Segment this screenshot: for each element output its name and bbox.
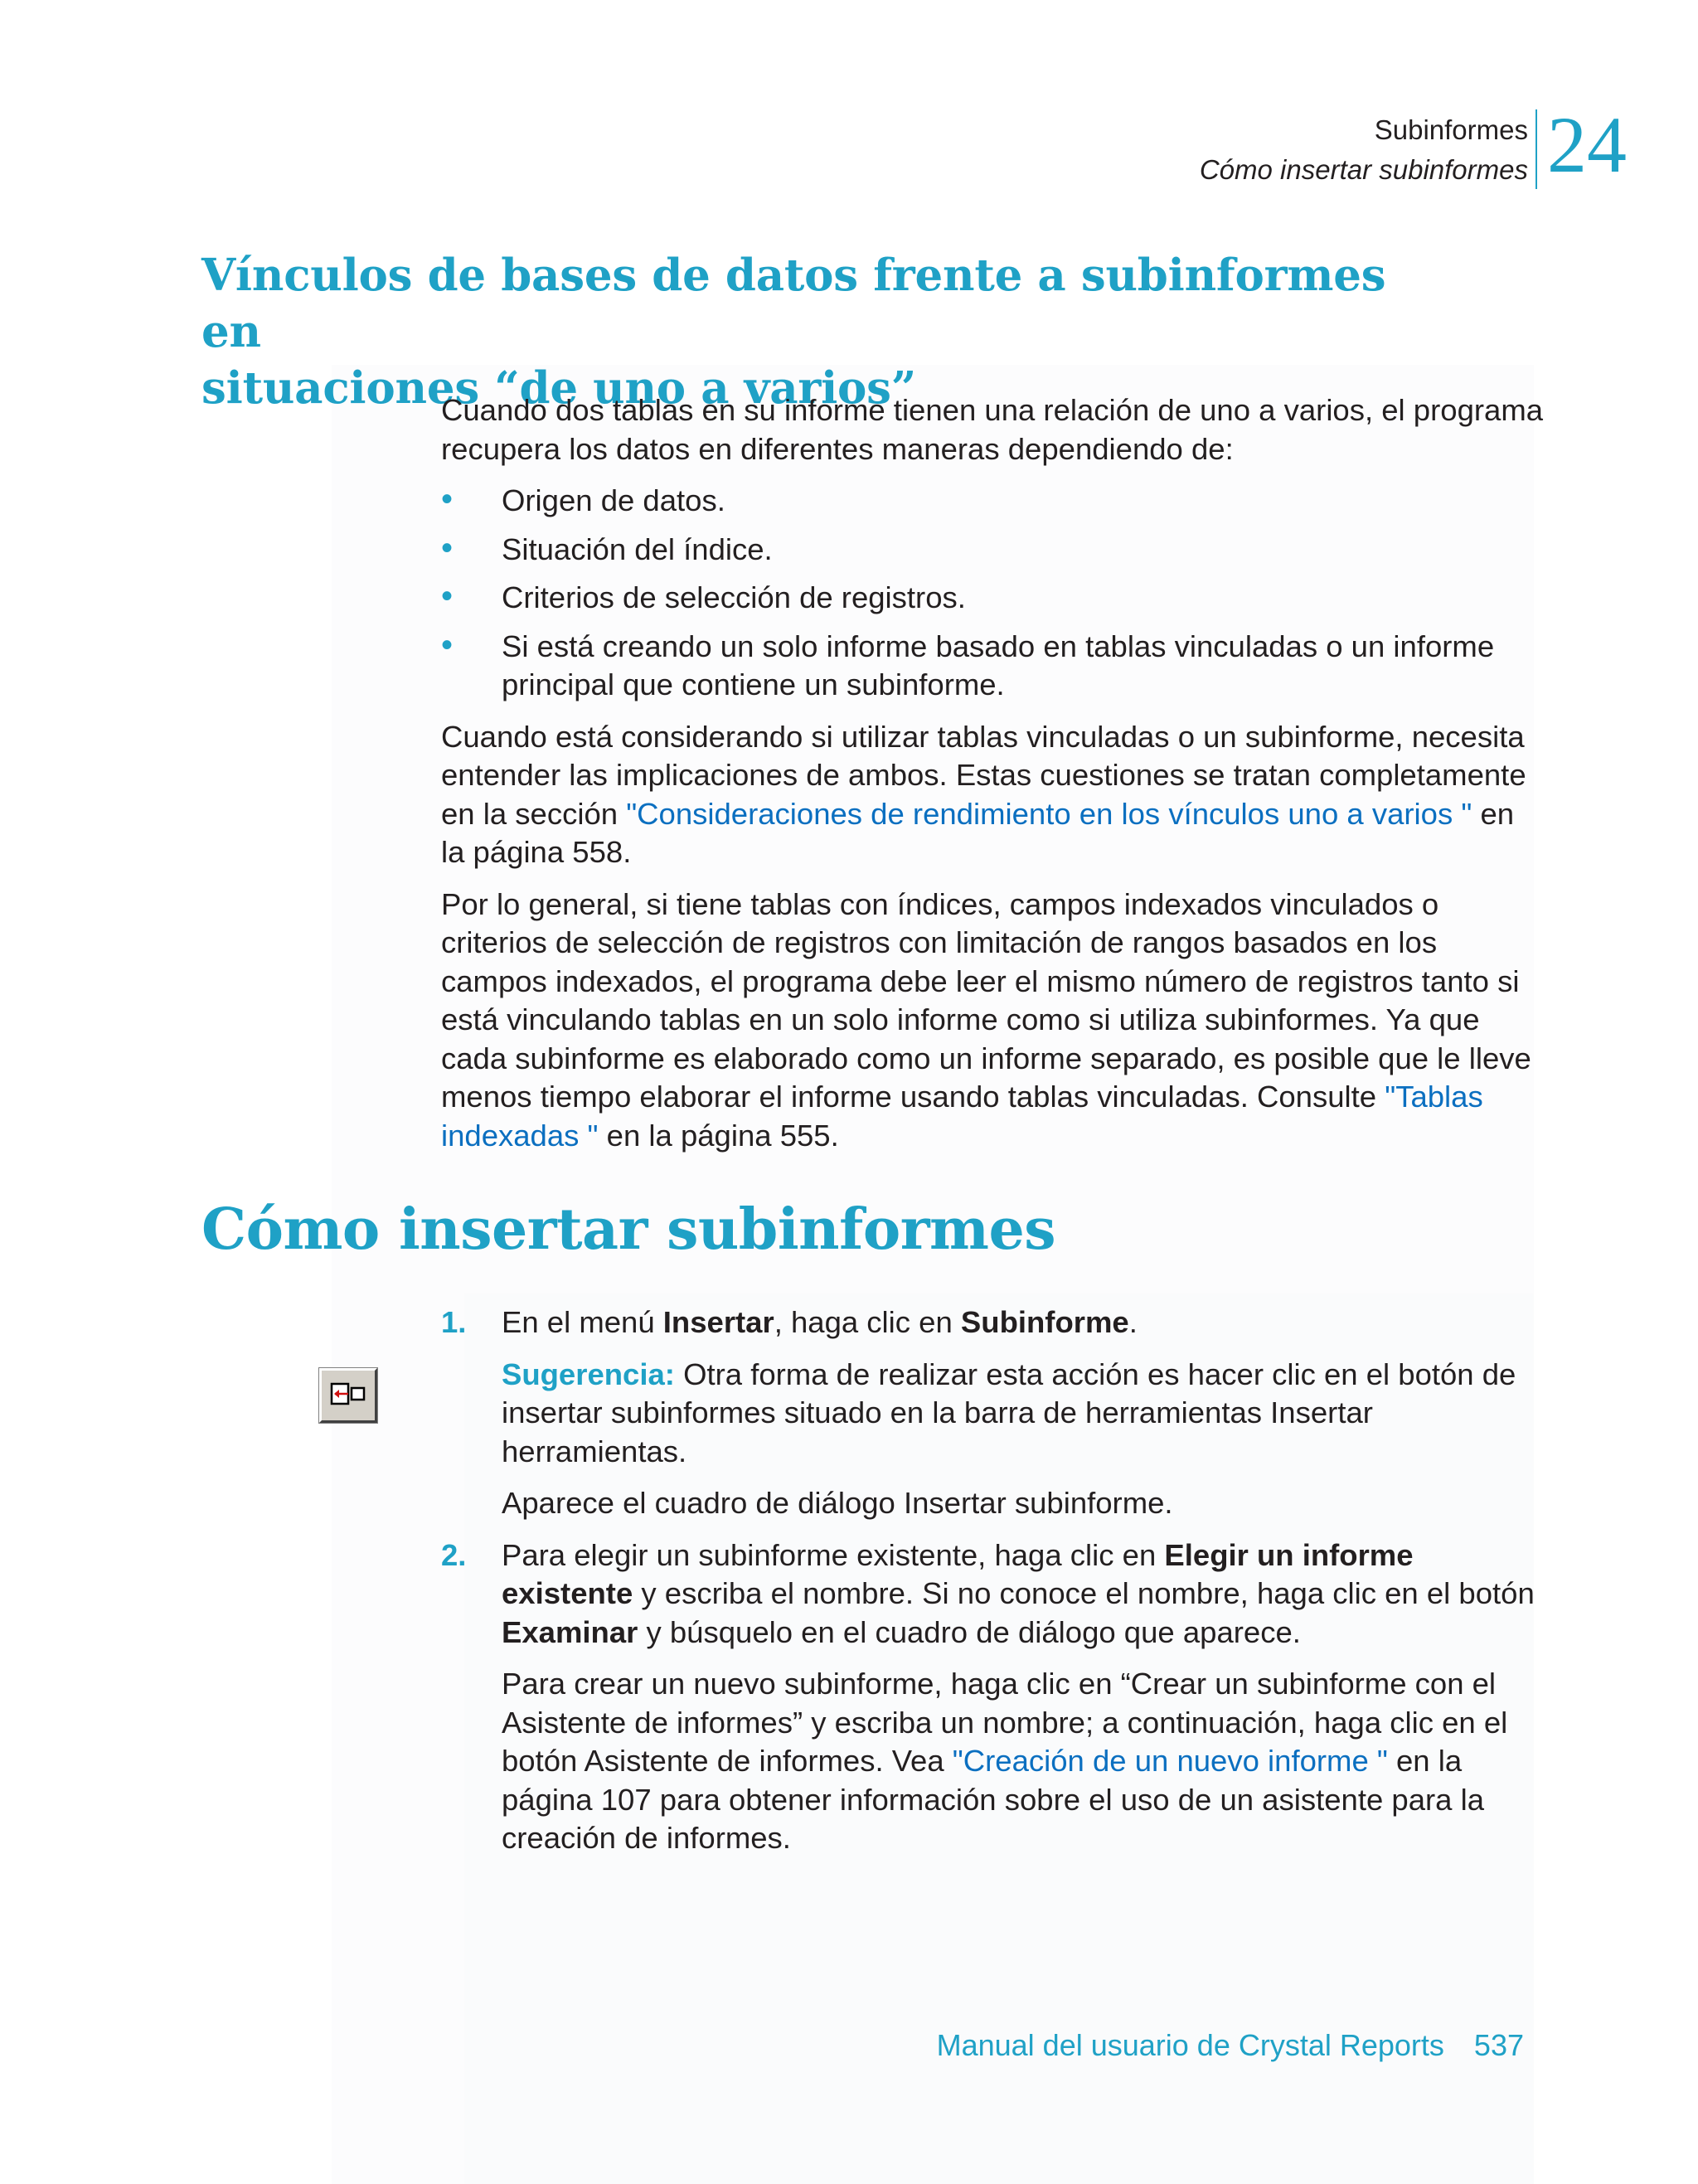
paragraph-text: en la página 558. (441, 796, 1515, 869)
step-number: 1. (441, 1305, 467, 1339)
step-2-new-subreport (502, 1665, 1544, 1858)
bullet-item: • Origen de datos. (441, 482, 1544, 521)
step-text: Para crear un nuevo subinforme, haga clic en “Crear un subinforme con el Asistente de informes” y escriba un nombre; a continuación, haga clic en el botón Asistente de informes. Vea (502, 1667, 1508, 1778)
step-number: 2. (441, 1537, 467, 1572)
footer-manual-title: Manual del usuario de Crystal Reports (936, 2028, 1444, 2062)
paragraph-text: Cuando está considerando si utilizar tablas vinculadas o un subinforme, necesita entender las implicaciones de ambos. Estas cuestiones se tratan completamente en la sección (441, 719, 1526, 831)
step-text: y escriba el nombre. Si no conoce el nombre, haga clic en el botón (633, 1576, 1535, 1610)
step-2-text (502, 1536, 1544, 1653)
heading-line-1: Vínculos de bases de datos frente a subinformes en (201, 250, 1386, 357)
step-text: , haga clic en (774, 1305, 961, 1339)
section1-body (441, 391, 1544, 1168)
step-1-result: Aparece el cuadro de diálogo Insertar subinforme. (502, 1486, 1173, 1520)
step-text: En el menú (502, 1305, 663, 1339)
footer-page-number: 537 (1473, 2028, 1524, 2062)
paragraph-considerations (441, 718, 1544, 872)
paragraph-indexed-tables (441, 886, 1544, 1156)
step-1 (441, 1303, 1544, 1523)
header-section-title: Subinformes (1374, 114, 1528, 145)
button-name-examinar: Examinar (502, 1614, 638, 1649)
header-divider (1535, 109, 1537, 189)
option-elegir-informe-existente: Elegir un informe existente (502, 1537, 1414, 1610)
step-text: Para elegir un subinforme existente, haga clic en (502, 1537, 1165, 1572)
running-header (1200, 110, 1528, 190)
intro-paragraph: Cuando dos tablas en su informe tienen una relación de uno a varios, el programa recupera los datos en diferentes maneras dependiendo de: (441, 393, 1544, 466)
link-performance-considerations[interactable]: "Consideraciones de rendimiento en los vínculos uno a varios " (626, 796, 1472, 831)
steps-list (441, 1303, 1544, 1858)
bullet-item: • Criterios de selección de registros. (441, 579, 1544, 618)
step-text: y búsquelo en el cuadro de diálogo que aparece. (638, 1614, 1301, 1649)
menu-name-insertar: Insertar (662, 1305, 774, 1339)
paragraph-text: en la página 555. (598, 1118, 839, 1153)
chapter-number: 24 (1547, 100, 1627, 189)
bullet-list (441, 482, 1544, 705)
step-text: . (1128, 1305, 1138, 1339)
tip-paragraph (502, 1356, 1544, 1472)
insert-subreport-icon (319, 1368, 377, 1423)
tip-label: Sugerencia: (502, 1357, 675, 1391)
paragraph-text: Por lo general, si tiene tablas con índices, campos indexados vinculados o criterios de selección de registros con limitación de rangos basados en los campos indexados, el programa debe leer el mismo número de registros tanto si está vinculando tablas en un solo informe como si utiliza subinformes. Ya que cada subinforme es elaborado como un informe separado, es posible que le lleve menos tiempo elaborar el informe usando tablas vinculadas. Consulte (441, 886, 1531, 1114)
step-2 (441, 1536, 1544, 1858)
bullet-item: • Si está creando un solo informe basado en tablas vinculadas o un informe principal que contiene un subinforme. (441, 628, 1544, 705)
step-1-text (502, 1303, 1544, 1342)
page-footer (937, 2026, 1524, 2065)
section-heading-insert-subreports: Cómo insertar subinformes (201, 1196, 1056, 1263)
menu-item-subinforme: Subinforme (960, 1305, 1129, 1339)
link-indexed-tables[interactable]: "Tablas indexadas " (441, 1080, 1483, 1153)
header-topic-title: Cómo insertar subinformes (1199, 154, 1528, 185)
heading-line-2: situaciones “de uno a varios” (201, 362, 917, 414)
section2-body (441, 1303, 1544, 1871)
bullet-item: • Situación del índice. (441, 531, 1544, 570)
step-text: en la página 107 para obtener información sobre el uso de un asistente para la creación de informes. (502, 1744, 1485, 1855)
tip-text: Otra forma de realizar esta acción es hacer clic en el botón de insertar subinformes situado en la barra de herramientas Insertar herramientas. (502, 1357, 1516, 1468)
link-new-report[interactable]: "Creación de un nuevo informe " (952, 1744, 1388, 1778)
